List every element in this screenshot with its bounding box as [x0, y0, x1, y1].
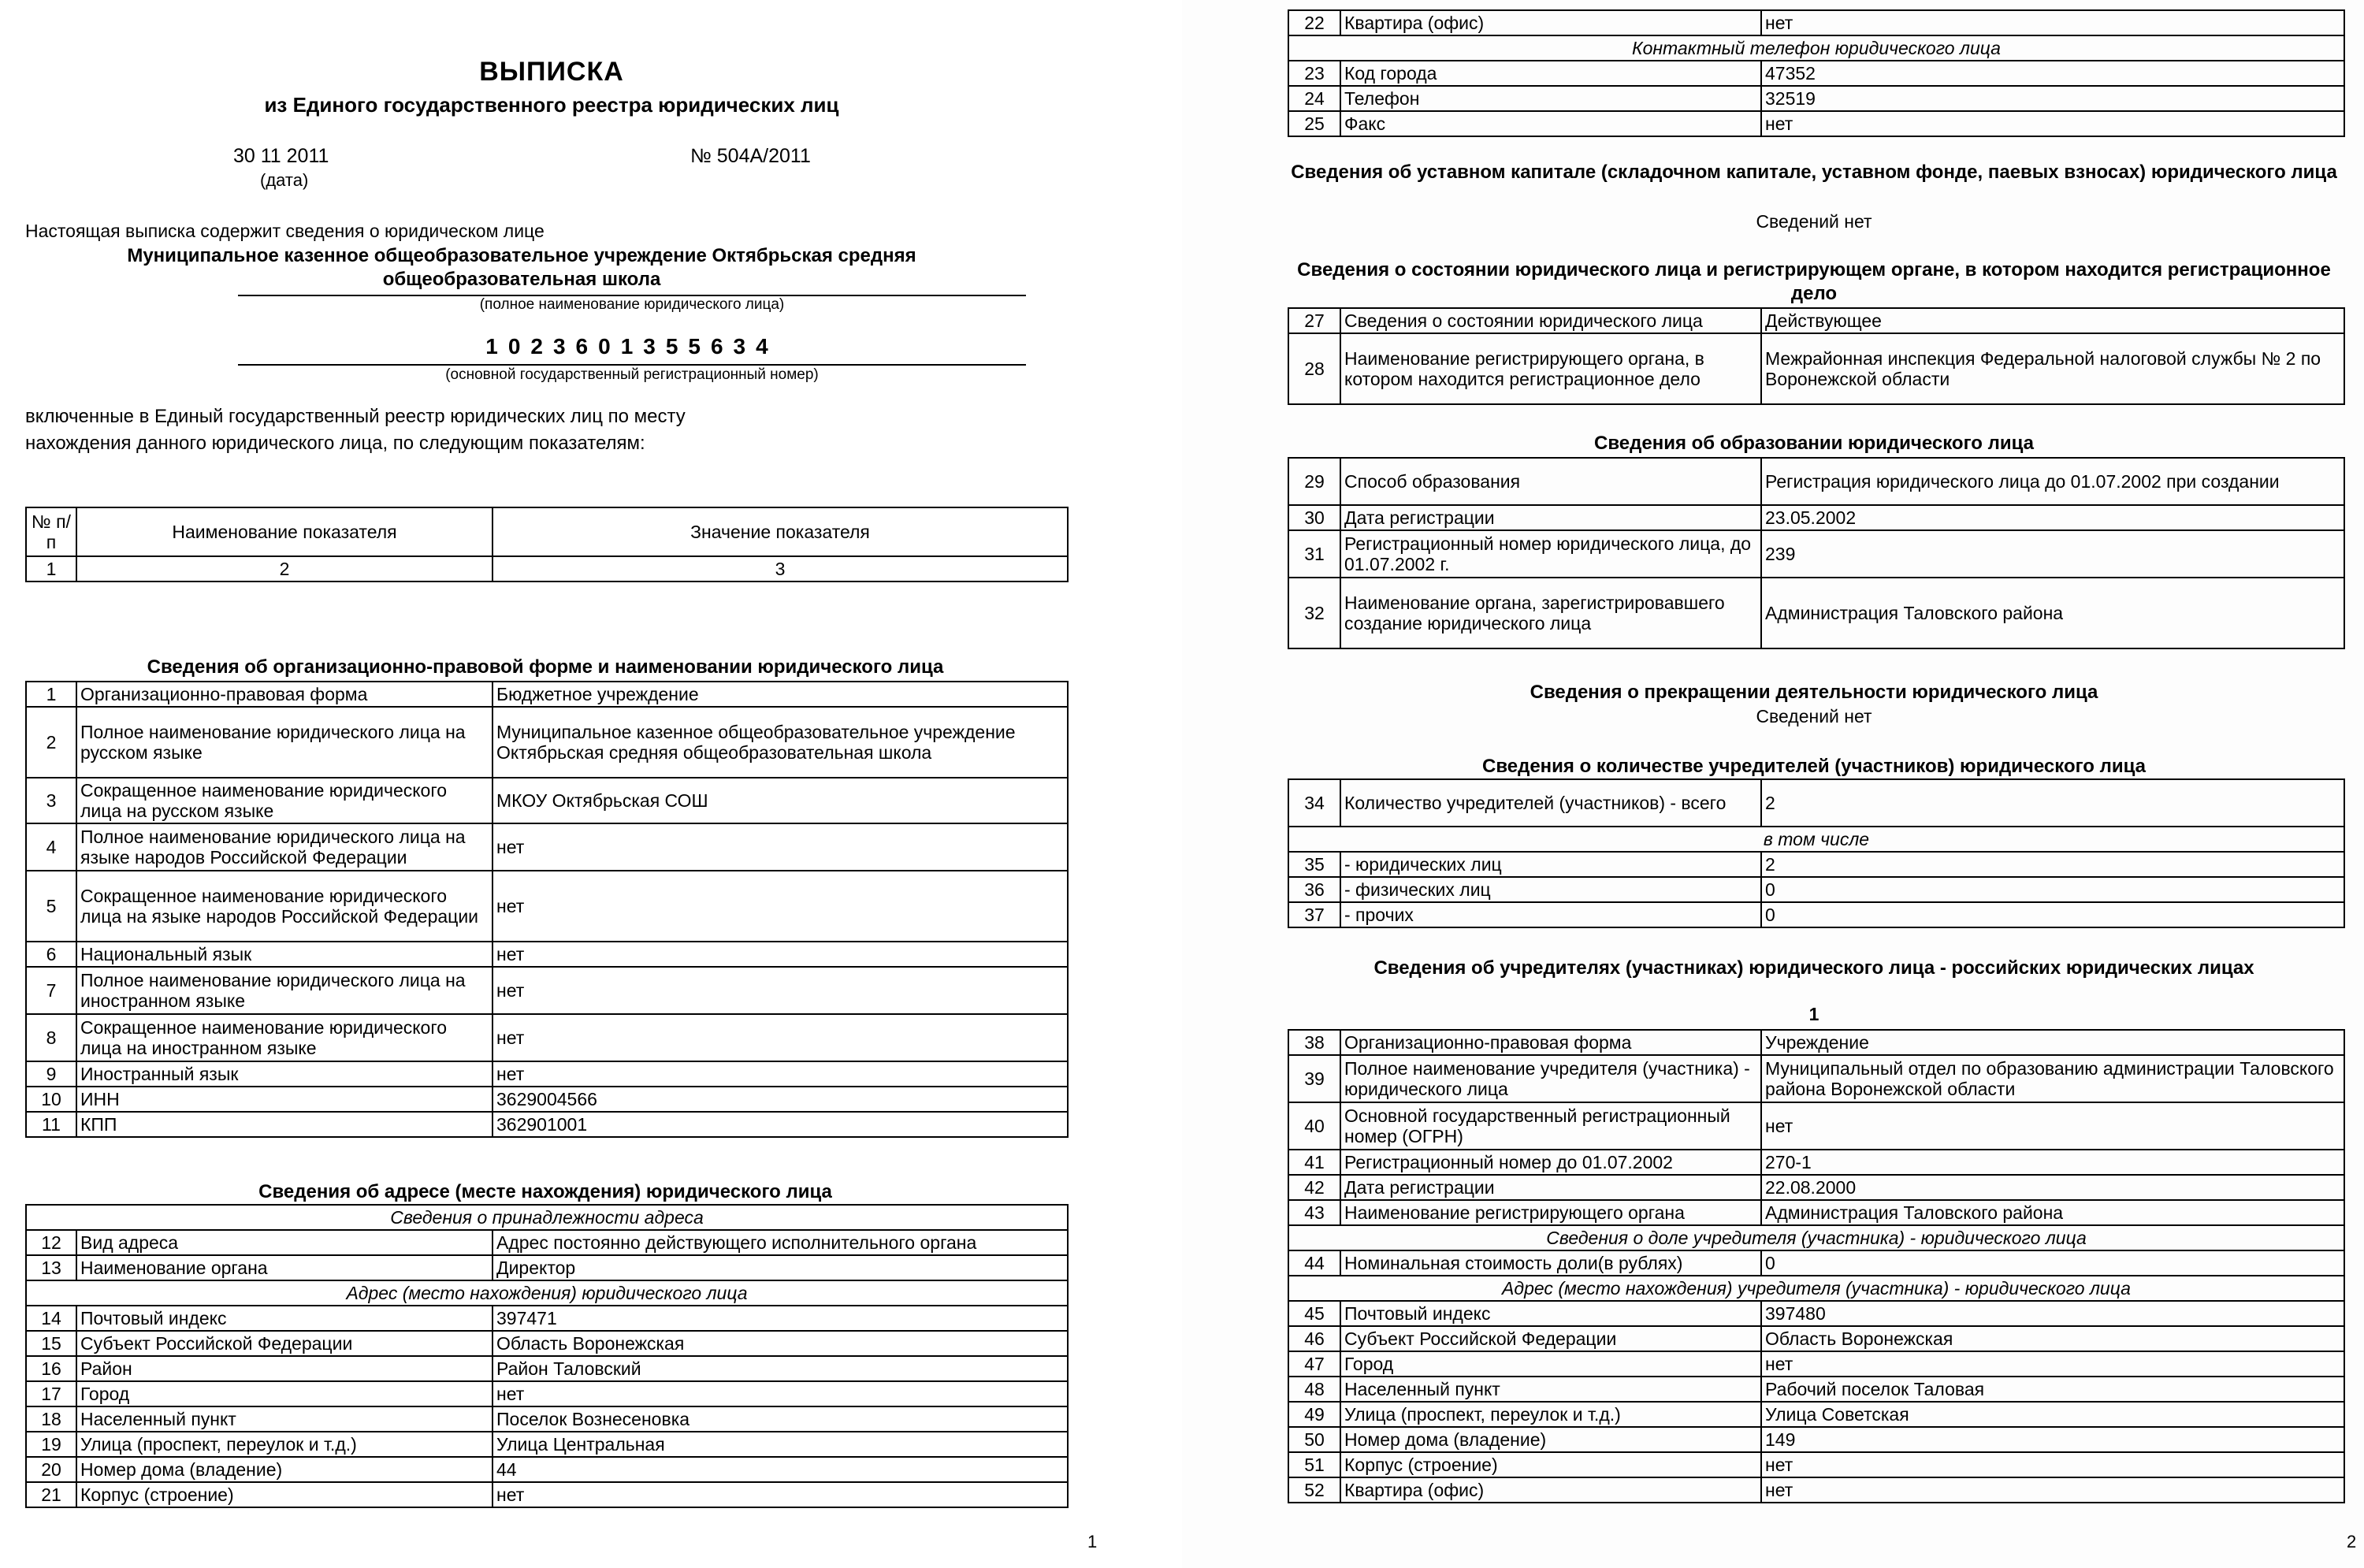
row-number: 39 [1288, 1055, 1340, 1102]
subsection-row [1288, 827, 2344, 852]
section-title-org-form: Сведения об организационно-правовой форме и наименовании юридического лица [147, 656, 944, 678]
row-number: 5 [26, 871, 76, 942]
row-number: 6 [26, 942, 76, 967]
table-row [26, 1230, 1068, 1255]
table-row [1288, 1427, 2344, 1452]
row-indicator: Полное наименование учредителя (участника) - юридического лица [1340, 1055, 1761, 1102]
table-row [1288, 111, 2344, 136]
table-row [26, 778, 1068, 823]
table-row [1288, 1250, 2344, 1276]
row-indicator: Организационно-правовая форма [76, 682, 492, 707]
row-value: Бюджетное учреждение [492, 682, 1068, 707]
row-number: 16 [26, 1356, 76, 1381]
row-number: 4 [26, 823, 76, 871]
row-value: Улица Центральная [492, 1432, 1068, 1457]
row-number: 40 [1288, 1102, 1340, 1150]
row-indicator: Населенный пункт [76, 1406, 492, 1432]
row-number: 41 [1288, 1150, 1340, 1175]
row-number: 38 [1288, 1030, 1340, 1055]
table-row [26, 1381, 1068, 1406]
table-row [1288, 10, 2344, 35]
table-row [1288, 1102, 2344, 1150]
table-row [1288, 1200, 2344, 1225]
row-value: 2 [1761, 779, 2344, 827]
row-value: 362901001 [492, 1112, 1068, 1137]
row-number: 13 [26, 1255, 76, 1280]
row-value: Администрация Таловского района [1761, 1200, 2344, 1225]
table-row [26, 1406, 1068, 1432]
table-row [26, 1255, 1068, 1280]
row-indicator: Полное наименование юридического лица на языке народов Российской Федерации [76, 823, 492, 871]
issue-date: 30 11 2011 [233, 145, 329, 167]
document-subtitle: из Единого государственного реестра юридических лиц [264, 93, 839, 117]
row-indicator: Способ образования [1340, 458, 1761, 505]
header-value: Значение показателя [492, 507, 1068, 556]
row-number: 11 [26, 1112, 76, 1137]
issue-date-caption: (дата) [260, 170, 309, 190]
subsection-heading: Адрес (место нахождения) учредителя (участника) - юридического лица [1288, 1276, 2344, 1301]
row-value: Муниципальное казенное общеобразовательное учреждение Октябрьская средняя общеобразовательная школа [492, 707, 1068, 778]
row-number: 10 [26, 1087, 76, 1112]
row-indicator: Субъект Российской Федерации [1340, 1326, 1761, 1351]
subsection-row [1288, 1225, 2344, 1250]
row-number: 51 [1288, 1452, 1340, 1477]
row-value: нет [1761, 10, 2344, 35]
table-row [26, 1482, 1068, 1507]
table-row [26, 1432, 1068, 1457]
row-indicator: ИНН [76, 1087, 492, 1112]
row-number: 8 [26, 1014, 76, 1061]
row-number: 20 [26, 1457, 76, 1482]
row-value: Регистрация юридического лица до 01.07.2002 при создании [1761, 458, 2344, 505]
row-number: 3 [26, 778, 76, 823]
table-row [1288, 902, 2344, 927]
row-indicator: Субъект Российской Федерации [76, 1331, 492, 1356]
table-row [1288, 1175, 2344, 1200]
row-value: Межрайонная инспекция Федеральной налоговой службы № 2 по Воронежской области [1761, 333, 2344, 404]
row-number: 7 [26, 967, 76, 1014]
row-number: 18 [26, 1406, 76, 1432]
row-value: Учреждение [1761, 1030, 2344, 1055]
row-value: Администрация Таловского района [1761, 578, 2344, 648]
table-row [1288, 61, 2344, 86]
table-row [26, 1306, 1068, 1331]
row-number: 24 [1288, 86, 1340, 111]
table-row [1288, 1377, 2344, 1402]
founders-count-table [1288, 778, 2345, 928]
org-name-caption: (полное наименование юридического лица) [479, 296, 785, 313]
row-number: 44 [1288, 1250, 1340, 1276]
row-value: нет [492, 823, 1068, 871]
subsection-heading: Сведения о принадлежности адреса [26, 1205, 1068, 1230]
row-value: 0 [1761, 1250, 2344, 1276]
table-row [1288, 333, 2344, 404]
row-indicator: Полное наименование юридического лица на русском языке [76, 707, 492, 778]
table-row [26, 1014, 1068, 1061]
row-value: 23.05.2002 [1761, 505, 2344, 530]
row-indicator: Вид адреса [76, 1230, 492, 1255]
row-value: нет [1761, 111, 2344, 136]
table-row [26, 871, 1068, 942]
row-indicator: - юридических лиц [1340, 852, 1761, 877]
table-row [26, 942, 1068, 967]
row-indicator: Почтовый индекс [76, 1306, 492, 1331]
row-indicator: Номер дома (владение) [1340, 1427, 1761, 1452]
table-row [26, 682, 1068, 707]
row-value: нет [492, 967, 1068, 1014]
capital-note: Сведений нет [1756, 211, 1872, 232]
row-number: 29 [1288, 458, 1340, 505]
table-row [1288, 308, 2344, 333]
table-row [1288, 1477, 2344, 1503]
row-indicator: КПП [76, 1112, 492, 1137]
row-value: нет [1761, 1102, 2344, 1150]
page-number-1: 1 [1087, 1532, 1098, 1551]
founder-index: 1 [1808, 1004, 1819, 1024]
table-row [1288, 505, 2344, 530]
table-row [1288, 86, 2344, 111]
row-indicator: Номер дома (владение) [76, 1457, 492, 1482]
row-value: Муниципальный отдел по образованию администрации Таловского района Воронежской области [1761, 1055, 2344, 1102]
section-title-founders: Сведения об учредителях (участниках) юридического лица - российских юридических лицах [1373, 957, 2254, 979]
row-number: 2 [26, 707, 76, 778]
row-number: 30 [1288, 505, 1340, 530]
row-indicator: Населенный пункт [1340, 1377, 1761, 1402]
row-value: 0 [1761, 902, 2344, 927]
row-indicator: Регистрационный номер юридического лица, до 01.07.2002 г. [1340, 530, 1761, 578]
row-indicator: Иностранный язык [76, 1061, 492, 1087]
section-title-capital: Сведения об уставном капитале (складочном капитале, уставном фонде, паевых взносах) юридического лица [1291, 162, 2337, 183]
row-number: 49 [1288, 1402, 1340, 1427]
row-value: 22.08.2000 [1761, 1175, 2344, 1200]
subsection-heading: в том числе [1288, 827, 2344, 852]
header-num: № п/п [26, 507, 76, 556]
ogrn-caption: (основной государственный регистрационный номер) [445, 366, 819, 383]
state-table [1288, 307, 2345, 405]
row-number: 46 [1288, 1326, 1340, 1351]
row-value: 32519 [1761, 86, 2344, 111]
founder-table [1288, 1029, 2345, 1503]
row-number: 50 [1288, 1427, 1340, 1452]
ogrn-rule [238, 364, 1026, 366]
table-row [1288, 1402, 2344, 1427]
included-text-line-1: включенные в Единый государственный реестр юридических лиц по месту [25, 406, 686, 427]
table-row [1288, 1351, 2344, 1377]
row-value: Директор [492, 1255, 1068, 1280]
row-value: нет [492, 1014, 1068, 1061]
row-value: нет [492, 871, 1068, 942]
table-row [26, 1061, 1068, 1087]
subsection-heading: Сведения о доле учредителя (участника) - юридического лица [1288, 1225, 2344, 1250]
row-value: 149 [1761, 1427, 2344, 1452]
row-indicator: Сокращенное наименование юридического лица на иностранном языке [76, 1014, 492, 1061]
row-number: 31 [1288, 530, 1340, 578]
header-col-2: 2 [76, 556, 492, 581]
table-row [1288, 1150, 2344, 1175]
header-col-3: 3 [492, 556, 1068, 581]
formation-table [1288, 457, 2345, 649]
table-row [1288, 458, 2344, 505]
subsection-row [26, 1280, 1068, 1306]
page-2 [1182, 0, 2364, 1568]
table-row [1288, 1055, 2344, 1102]
table-row [26, 967, 1068, 1014]
row-value: нет [492, 942, 1068, 967]
row-number: 43 [1288, 1200, 1340, 1225]
row-indicator: Улица (проспект, переулок и т.д.) [1340, 1402, 1761, 1427]
section-title-founders-count: Сведения о количестве учредителей (участников) юридического лица [1481, 756, 2146, 777]
row-indicator: Наименование органа [76, 1255, 492, 1280]
row-indicator: - прочих [1340, 902, 1761, 927]
row-indicator: Код города [1340, 61, 1761, 86]
apartment-contact-table [1288, 9, 2345, 137]
section-title-address: Сведения об адресе (месте нахождения) юридического лица [258, 1181, 832, 1202]
row-number: 27 [1288, 308, 1340, 333]
subsection-heading: Адрес (место нахождения) юридического лица [26, 1280, 1068, 1306]
table-row [1288, 530, 2344, 578]
row-indicator: Город [76, 1381, 492, 1406]
row-indicator: Дата регистрации [1340, 505, 1761, 530]
org-form-table [25, 681, 1069, 1138]
header-indicator: Наименование показателя [76, 507, 492, 556]
row-value: Улица Советская [1761, 1402, 2344, 1427]
row-number: 1 [26, 682, 76, 707]
page-number-2: 2 [2347, 1532, 2357, 1551]
document-number: № 504А/2011 [690, 145, 811, 167]
header-col-1: 1 [26, 556, 76, 581]
row-indicator: Телефон [1340, 86, 1761, 111]
table-row [1288, 578, 2344, 648]
row-value: Действующее [1761, 308, 2344, 333]
table-row [1288, 1326, 2344, 1351]
table-row [1288, 852, 2344, 877]
row-indicator: Корпус (строение) [76, 1482, 492, 1507]
row-value: МКОУ Октябрьская СОШ [492, 778, 1068, 823]
row-indicator: Основной государственный регистрационный номер (ОГРН) [1340, 1102, 1761, 1150]
row-value: 44 [492, 1457, 1068, 1482]
document-title: ВЫПИСКА [479, 57, 624, 87]
subsection-row [1288, 1276, 2344, 1301]
table-row [26, 1356, 1068, 1381]
row-value: 397480 [1761, 1301, 2344, 1326]
included-text-line-2: нахождения данного юридического лица, по следующим показателям: [25, 433, 645, 454]
row-indicator: - физических лиц [1340, 877, 1761, 902]
table-row [26, 823, 1068, 871]
ogrn-number: 1023601355634 [485, 334, 779, 359]
section-title-termination: Сведения о прекращении деятельности юридического лица [1530, 682, 2098, 703]
row-number: 15 [26, 1331, 76, 1356]
row-indicator: Факс [1340, 111, 1761, 136]
address-table [25, 1204, 1069, 1508]
row-indicator: Регистрационный номер до 01.07.2002 [1340, 1150, 1761, 1175]
row-indicator: Организационно-правовая форма [1340, 1030, 1761, 1055]
subsection-row [1288, 35, 2344, 61]
row-indicator: Сведения о состоянии юридического лица [1340, 308, 1761, 333]
row-indicator: Количество учредителей (участников) - всего [1340, 779, 1761, 827]
row-value: Область Воронежская [492, 1331, 1068, 1356]
row-indicator: Национальный язык [76, 942, 492, 967]
row-number: 28 [1288, 333, 1340, 404]
row-number: 23 [1288, 61, 1340, 86]
row-value: Область Воронежская [1761, 1326, 2344, 1351]
header-table [25, 507, 1069, 582]
section-title-formation: Сведения об образовании юридического лица [1594, 433, 2034, 454]
row-number: 22 [1288, 10, 1340, 35]
row-value: 270-1 [1761, 1150, 2344, 1175]
row-number: 32 [1288, 578, 1340, 648]
row-number: 12 [26, 1230, 76, 1255]
row-number: 25 [1288, 111, 1340, 136]
termination-note: Сведений нет [1756, 706, 1872, 726]
row-indicator: Почтовый индекс [1340, 1301, 1761, 1326]
table-row [1288, 1030, 2344, 1055]
row-indicator: Улица (проспект, переулок и т.д.) [76, 1432, 492, 1457]
row-number: 19 [26, 1432, 76, 1457]
table-row [1288, 1452, 2344, 1477]
row-value: Район Таловский [492, 1356, 1068, 1381]
row-value: нет [1761, 1351, 2344, 1377]
row-number: 52 [1288, 1477, 1340, 1503]
subsection-heading: Контактный телефон юридического лица [1288, 35, 2344, 61]
row-indicator: Район [76, 1356, 492, 1381]
subsection-row [26, 1205, 1068, 1230]
row-indicator: Наименование регистрирующего органа, в котором находится регистрационное дело [1340, 333, 1761, 404]
row-indicator: Наименование регистрирующего органа [1340, 1200, 1761, 1225]
table-row [1288, 779, 2344, 827]
row-value: 239 [1761, 530, 2344, 578]
row-number: 21 [26, 1482, 76, 1507]
row-value: нет [1761, 1452, 2344, 1477]
table-row [1288, 1301, 2344, 1326]
intro-text: Настоящая выписка содержит сведения о юридическом лице [25, 221, 545, 241]
row-value: Рабочий поселок Таловая [1761, 1377, 2344, 1402]
row-number: 42 [1288, 1175, 1340, 1200]
table-row [26, 1112, 1068, 1137]
row-indicator: Сокращенное наименование юридического лица на русском языке [76, 778, 492, 823]
row-value: 2 [1761, 852, 2344, 877]
row-value: 397471 [492, 1306, 1068, 1331]
row-number: 17 [26, 1381, 76, 1406]
row-value: нет [492, 1381, 1068, 1406]
table-row [26, 707, 1068, 778]
row-indicator: Номинальная стоимость доли(в рублях) [1340, 1250, 1761, 1276]
row-value: Поселок Вознесеновка [492, 1406, 1068, 1432]
row-indicator: Дата регистрации [1340, 1175, 1761, 1200]
row-number: 47 [1288, 1351, 1340, 1377]
row-indicator: Наименование органа, зарегистрировавшего создание юридического лица [1340, 578, 1761, 648]
row-value: нет [492, 1061, 1068, 1087]
row-indicator: Полное наименование юридического лица на иностранном языке [76, 967, 492, 1014]
row-value: 0 [1761, 877, 2344, 902]
table-row [26, 1331, 1068, 1356]
row-number: 35 [1288, 852, 1340, 877]
row-number: 45 [1288, 1301, 1340, 1326]
row-number: 36 [1288, 877, 1340, 902]
row-value: 47352 [1761, 61, 2344, 86]
row-indicator: Квартира (офис) [1340, 1477, 1761, 1503]
org-full-name: Муниципальное казенное общеобразовательное учреждение Октябрьская средняя общеобразовательная школа [127, 245, 916, 290]
row-indicator: Квартира (офис) [1340, 10, 1761, 35]
row-value: нет [492, 1482, 1068, 1507]
row-number: 34 [1288, 779, 1340, 827]
row-value: Адрес постоянно действующего исполнительного органа [492, 1230, 1068, 1255]
row-indicator: Корпус (строение) [1340, 1452, 1761, 1477]
row-number: 14 [26, 1306, 76, 1331]
row-value: 3629004566 [492, 1087, 1068, 1112]
row-number: 48 [1288, 1377, 1340, 1402]
table-row [26, 1457, 1068, 1482]
row-value: нет [1761, 1477, 2344, 1503]
row-indicator: Сокращенное наименование юридического лица на языке народов Российской Федерации [76, 871, 492, 942]
row-number: 9 [26, 1061, 76, 1087]
row-number: 37 [1288, 902, 1340, 927]
table-row [26, 1087, 1068, 1112]
table-row [1288, 877, 2344, 902]
section-title-state: Сведения о состоянии юридического лица и регистрирующем органе, в котором находится регистрационное дело [1297, 259, 2331, 304]
row-indicator: Город [1340, 1351, 1761, 1377]
